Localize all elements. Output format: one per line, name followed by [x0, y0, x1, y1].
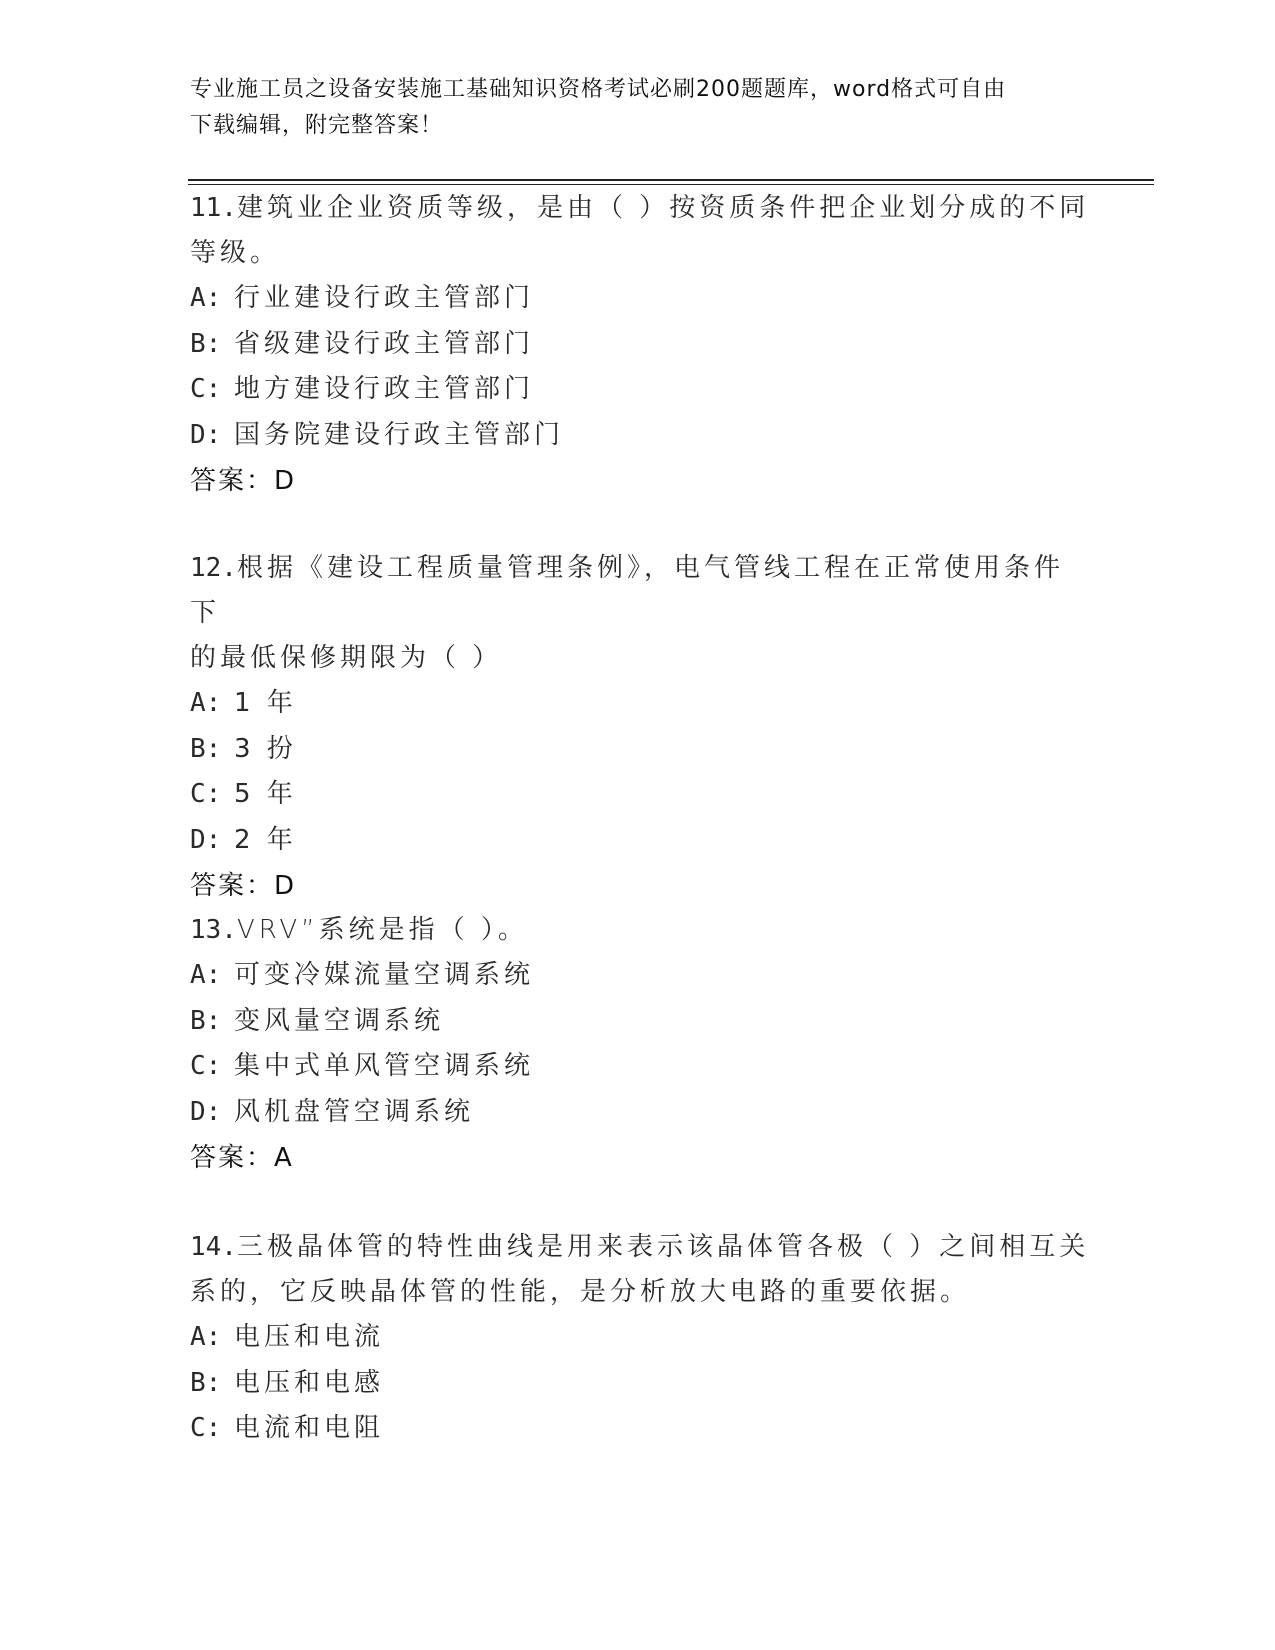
stem-line-2: 系的，它反映晶体管的性能，是分析放大电路的重要依据。: [190, 1277, 971, 1307]
option-letter: B:: [190, 1005, 222, 1036]
question-number: 14.: [190, 1232, 237, 1262]
option-text: 5 年: [234, 779, 297, 809]
header-rule-thick: [188, 179, 1154, 181]
option-d: [190, 1090, 1090, 1136]
question-12: [190, 546, 1090, 909]
option-text: 风机盘管空调系统: [234, 1096, 475, 1127]
option-b: [190, 1361, 1090, 1407]
header-rule-thin: [188, 184, 1154, 185]
question-number: 11.: [190, 193, 237, 223]
option-c: [190, 1044, 1090, 1090]
option-text: 1 年: [234, 688, 297, 718]
option-c: [190, 772, 1090, 818]
option-letter: C:: [190, 1051, 222, 1081]
question-14: [190, 1225, 1090, 1452]
option-letter: B:: [190, 1367, 222, 1398]
option-b: [190, 727, 1090, 773]
option-b: [190, 322, 1090, 368]
option-text: 地方建设行政主管部门: [234, 374, 535, 404]
option-text: 省级建设行政主管部门: [234, 328, 535, 359]
question-stem: [190, 908, 1090, 953]
option-a: [190, 1315, 1090, 1361]
option-letter: C:: [190, 1413, 222, 1443]
option-text: 电压和电流: [234, 1322, 385, 1352]
answer-label: 答案：: [190, 1143, 275, 1173]
question-11: [190, 186, 1090, 504]
stem-line-1: 根据《建设工程质量管理条例》，电气管线工程在正常使用条件下: [190, 553, 1064, 628]
option-text: 2 年: [234, 824, 297, 855]
option-a: [190, 681, 1090, 727]
option-letter: A:: [190, 1322, 222, 1352]
header-line-2: 下载编辑，附完整答案！: [190, 113, 444, 138]
option-c: [190, 1406, 1090, 1452]
option-text: 电压和电感: [234, 1367, 385, 1398]
header-line-1: 专业施工员之设备安装施工基础知识资格考试必刷200题题库，word格式可自由: [190, 77, 1007, 102]
option-text: 集中式单风管空调系统: [234, 1051, 535, 1081]
stem-line-1: 三极晶体管的特性曲线是用来表示该晶体管各极（ ）之间相互关: [236, 1232, 1090, 1262]
option-letter: B:: [190, 328, 222, 359]
answer-label: 答案：: [190, 466, 275, 496]
option-letter: A:: [190, 688, 222, 718]
question-stem: [190, 1225, 1090, 1270]
answer-line: [190, 1135, 1090, 1181]
option-text: 行业建设行政主管部门: [234, 283, 535, 313]
option-letter: A:: [190, 283, 222, 313]
option-c: [190, 367, 1090, 413]
option-letter: D:: [190, 419, 222, 450]
question-stem: [190, 546, 1090, 636]
option-d: [190, 818, 1090, 864]
option-a: [190, 276, 1090, 322]
option-text: 可变冷媒流量空调系统: [234, 960, 535, 990]
stem-line-1: 建筑业企业资质等级，是由（ ）按资质条件把企业划分成的不同: [236, 193, 1090, 223]
stem-line-1: VRV”系统是指（ ）。: [236, 915, 528, 945]
option-a: [190, 953, 1090, 999]
answer-value: D: [274, 871, 296, 901]
question-stem: [190, 186, 1090, 231]
option-text: 变风量空调系统: [234, 1005, 445, 1036]
document-header: [190, 72, 1070, 144]
question-13: [190, 908, 1090, 1181]
answer-line: [190, 458, 1090, 504]
option-b: [190, 999, 1090, 1045]
answer-line: [190, 863, 1090, 909]
option-letter: C:: [190, 374, 222, 404]
option-letter: D:: [190, 824, 222, 855]
stem-line-2: 的最低保修期限为（ ）: [190, 643, 503, 673]
option-d: [190, 413, 1090, 459]
option-text: 国务院建设行政主管部门: [234, 419, 565, 450]
option-letter: B:: [190, 733, 222, 764]
option-text: 3 扮: [234, 733, 297, 764]
question-number: 13.: [190, 915, 237, 945]
question-number: 12.: [190, 553, 237, 583]
option-text: 电流和电阻: [234, 1413, 385, 1443]
option-letter: A:: [190, 960, 222, 990]
stem-line-2: 等级。: [190, 238, 281, 268]
answer-value: D: [274, 466, 296, 496]
option-letter: C:: [190, 779, 222, 809]
answer-value: A: [274, 1143, 293, 1173]
answer-label: 答案：: [190, 871, 275, 901]
option-letter: D:: [190, 1096, 222, 1127]
